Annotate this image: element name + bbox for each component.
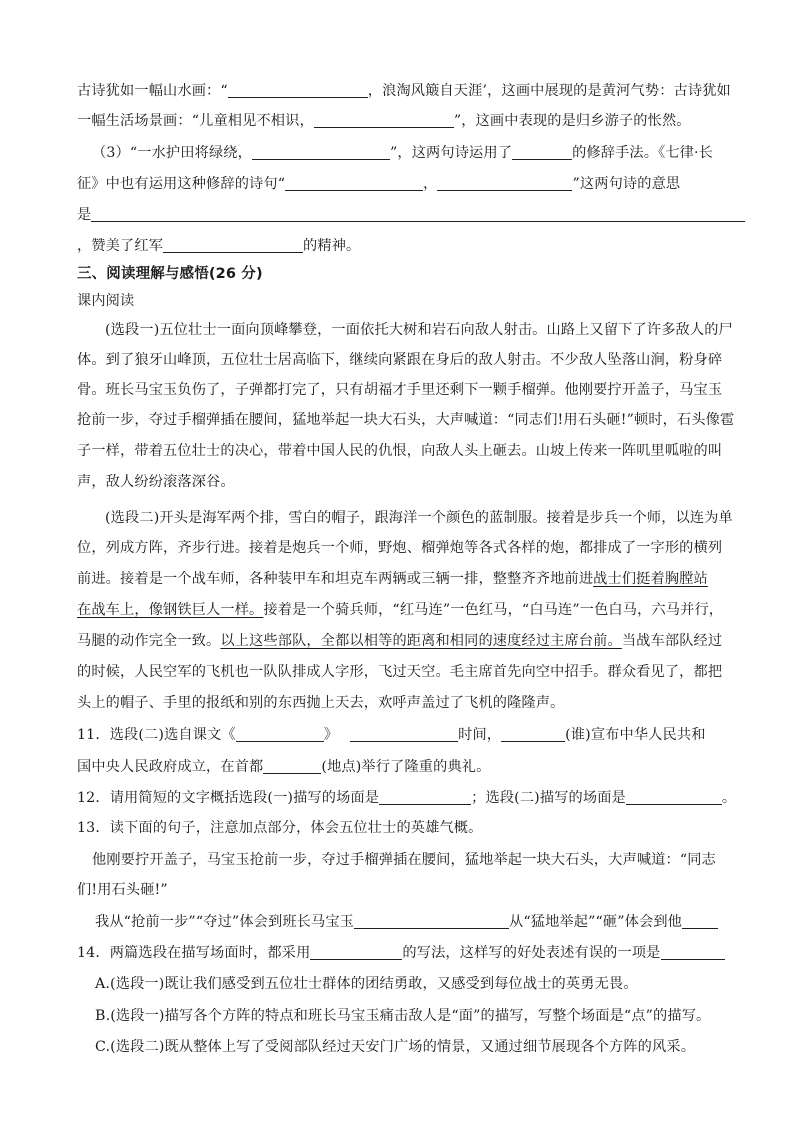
question-12: 12．请用简短的文字概括选段(一)描写的场面是 ；选段(二)描写的场面是 。 <box>77 790 737 806</box>
poem-question-line-1: 古诗犹如一幅山水画：“ ，浪淘风簸自天涯’，这画中展现的是黄河气势：古诗犹如 <box>77 83 731 99</box>
poem-question-line-6: ，赞美了红军 的精神。 <box>77 238 361 254</box>
question-11-line-2: 国中央人民政府成立，在首都 (地点)举行了隆重的典礼。 <box>77 759 491 775</box>
passage2-line: (选段二)开头是海军两个排，雪白的帽子，跟海洋一个颜色的蓝制服。接着是步兵一个师，以连为单 <box>105 510 733 526</box>
passage2-line: 在战车上，像钢铁巨人一样。接着是一个骑兵师，“红马连”一色红马，“白马连”一色白马，六马并行， <box>77 602 724 618</box>
passage1-line: 骨。班长马宝玉负伤了，子弹都打完了，只有胡福才手里还剩下一颗手榴弹。他刚要拧开盖子，马宝玉 <box>77 382 723 398</box>
answer-blank[interactable] <box>437 175 572 191</box>
answer-blank[interactable] <box>626 789 722 805</box>
answer-blank[interactable] <box>310 944 402 960</box>
passage1-line: 抢前一步，夺过手榴弹插在腰间，猛地举起一块大石头，大声喊道：“同志们!用石头砸!”顿时，石头像雹 <box>77 412 735 428</box>
answer-blank[interactable] <box>379 789 471 805</box>
answer-blank[interactable] <box>285 175 423 191</box>
passage1-line: 子一样，带着五位壮士的决心，带着中国人民的仇恨，向敌人头上砸去。山坡上传来一阵叽里呱啦的叫 <box>77 443 723 459</box>
poem-question-line-5: 是 <box>77 205 746 225</box>
answer-blank[interactable] <box>228 82 368 98</box>
passage1-line: 声，敌人纷纷滚落深谷。 <box>77 474 235 490</box>
passage1-line: 体。到了狼牙山峰顶，五位壮士居高临下，继续向紧跟在身后的敌人射击。不少敌人坠落山涧，粉身碎 <box>77 352 723 368</box>
option-c[interactable]: C.(选段二)既从整体上写了受阅部队经过天安门广场的情景，又通过细节展现各个方阵的风采。 <box>95 1039 696 1055</box>
passage2-line: 头上的帽子、手里的报纸和别的东西抛上天去，欢呼声盖过了飞机的隆隆声。 <box>77 695 565 711</box>
option-a[interactable]: A.(选段一)既让我们感受到五位壮士群体的团结勇敢，又感受到每位战士的英勇无畏。 <box>95 976 638 992</box>
answer-blank[interactable] <box>314 112 454 128</box>
answer-blank[interactable] <box>682 913 718 929</box>
passage2-line: 的时候，人民空军的飞机也一队队排成人字形，飞过天空。毛主席首先向空中招手。群众看见了，都把 <box>77 664 723 680</box>
question-13-quote: 他刚要拧开盖子，马宝玉抢前一步，夺过手榴弹插在腰间，猛地举起一块大石头，大声喊道：“同志 <box>92 852 716 868</box>
section-heading: 三、阅读理解与感悟(26 分) <box>77 266 263 282</box>
underlined-sentence: 以上这些部队，全都以相等的距离和相同的速度经过主席台前。 <box>220 633 622 649</box>
question-13-quote-end: 们!用石头砸!” <box>77 882 168 898</box>
passage2-line: 前进。接着是一个战车师，各种装甲车和坦克车两辆或三辆一排，整整齐齐地前进战士们挺着胸膛站 <box>77 571 708 587</box>
answer-blank[interactable] <box>501 726 565 742</box>
poem-question-line-4: 征》中也有运用这种修辞的诗句“ ， ”这两句诗的意思 <box>77 176 681 192</box>
underlined-sentence: 战士们挺着胸膛站 <box>593 571 708 587</box>
passage1-line: (选段一)五位壮士一面向顶峰攀登，一面依托大树和岩石向敌人射击。山路上又留下了许多敌人的尸 <box>105 322 733 338</box>
question-13-answer-line: 我从“抢前一步”“夺过”体会到班长马宝玉 从“猛地举起”“砸”体会到他 <box>95 912 746 932</box>
answer-blank[interactable] <box>512 144 572 160</box>
underlined-sentence: 在战车上，像钢铁巨人一样。 <box>77 602 264 618</box>
passage2-line: 位，列成方阵，齐步行进。接着是炮兵一个师，野炮、榴弹炮等各式各样的炮，都排成了一字形的横列 <box>77 540 723 556</box>
question-11-line-1: 11．选段(二)选自课文《 》 时间， (谁)宣布中华人民共和 <box>77 727 706 743</box>
answer-blank[interactable] <box>252 144 390 160</box>
question-14: 14．两篇选段在描写场面时，都采用 的写法，这样写的好处表述有误的一项是 <box>77 943 746 963</box>
question-13: 13．读下面的句子，注意加点部分，体会五位壮士的英雄气概。 <box>77 820 483 836</box>
passage2-line: 马腿的动作完全一致。以上这些部队，全都以相等的距离和相同的速度经过主席台前。当战车部队经过 <box>77 633 723 649</box>
answer-blank[interactable] <box>163 237 303 253</box>
answer-blank[interactable] <box>354 913 509 929</box>
option-b[interactable]: B.(选段一)描写各个方阵的特点和班长马宝玉痛击敌人是“面”的描写，写整个场面是“点”的描写。 <box>95 1008 711 1024</box>
answer-blank[interactable] <box>91 206 745 222</box>
poem-question-line-2: 一幅生活场景画：“儿童相见不相识， ”，这画中表现的是归乡游子的怅然。 <box>77 113 691 129</box>
section-subheading: 课内阅读 <box>77 293 135 309</box>
answer-blank[interactable] <box>236 726 324 742</box>
poem-question-line-3: （3）“一水护田将绿绕， ”，这两句诗运用了 的修辞手法。《七律·长 <box>92 145 714 161</box>
answer-blank[interactable] <box>661 944 725 960</box>
answer-blank[interactable] <box>350 726 458 742</box>
answer-blank[interactable] <box>263 758 321 774</box>
